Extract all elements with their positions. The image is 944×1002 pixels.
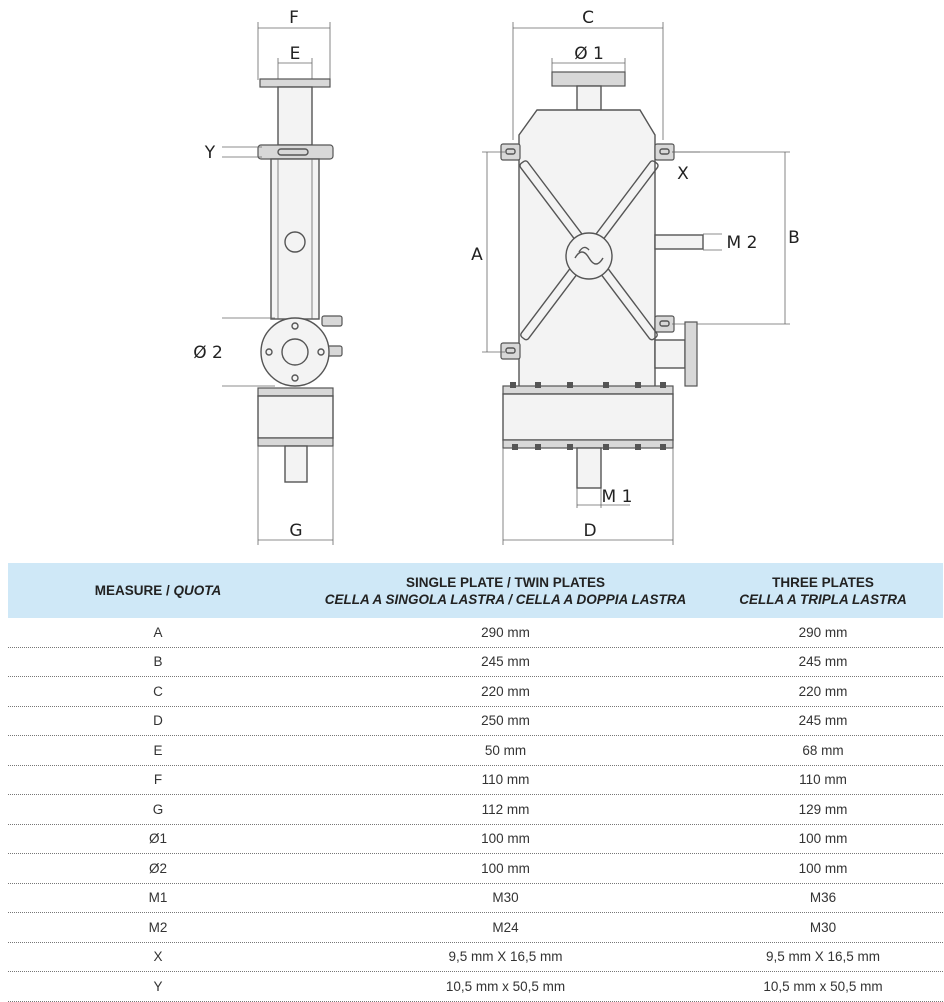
- cell-three: 245 mm: [798, 654, 848, 670]
- cell-single: 220 mm: [481, 683, 530, 699]
- label-m2: M 2: [726, 233, 758, 253]
- cell-measure: A: [153, 624, 163, 640]
- cell-three: 245 mm: [798, 713, 848, 729]
- header-three-en: THREE PLATES: [772, 574, 874, 590]
- header-measure: [8, 582, 308, 599]
- cell-single: 10,5 mm x 50,5 mm: [445, 978, 566, 994]
- header-single-twin-it: CELLA A SINGOLA LASTRA / CELLA A DOPPIA LASTRA: [324, 591, 687, 607]
- table-body: [8, 618, 943, 1002]
- label-f: F: [289, 8, 299, 28]
- cell-single: 100 mm: [481, 831, 530, 847]
- label-x: X: [677, 164, 689, 184]
- cell-single: M24: [492, 919, 519, 935]
- table-row: [8, 648, 943, 678]
- cell-three: 220 mm: [798, 683, 848, 699]
- header-measure-italic: QUOTA: [173, 583, 222, 598]
- header-three-plates: [703, 574, 943, 608]
- label-a: A: [471, 245, 483, 265]
- cell-three: M30: [809, 919, 837, 935]
- cell-three: 100 mm: [798, 831, 848, 847]
- table-row: [8, 854, 943, 884]
- cell-measure: G: [152, 801, 164, 817]
- label-diameter-2: Ø 2: [193, 343, 223, 363]
- cell-three: 9,5 mm X 16,5 mm: [765, 949, 881, 965]
- table-row: [8, 707, 943, 737]
- table-row: [8, 884, 943, 914]
- cell-measure: C: [153, 683, 163, 699]
- label-y: Y: [204, 143, 216, 163]
- cell-three: M36: [809, 890, 837, 906]
- cell-measure: E: [153, 742, 163, 758]
- cell-three: 68 mm: [802, 742, 844, 758]
- cell-measure: X: [153, 949, 163, 965]
- label-g: G: [289, 521, 303, 541]
- cell-single: 110 mm: [481, 772, 530, 788]
- cell-measure: Y: [153, 978, 163, 994]
- label-e: E: [289, 44, 301, 64]
- front-view: [471, 8, 800, 545]
- header-single-twin: [308, 574, 703, 608]
- cell-three: 290 mm: [798, 624, 848, 640]
- cell-measure: B: [153, 654, 163, 670]
- label-diameter-1: Ø 1: [574, 44, 604, 64]
- cell-measure: Ø1: [148, 831, 167, 847]
- cell-measure: F: [153, 772, 163, 788]
- label-m1: M 1: [601, 487, 633, 507]
- table-row: [8, 825, 943, 855]
- cell-single: 9,5 mm X 16,5 mm: [448, 949, 563, 965]
- label-c: C: [582, 8, 594, 28]
- header-three-it: CELLA A TRIPLA LASTRA: [739, 591, 907, 607]
- cell-measure: D: [153, 713, 163, 729]
- cell-three: 100 mm: [798, 860, 848, 876]
- label-d: D: [583, 521, 597, 541]
- header-single-twin-en: SINGLE PLATE / TWIN PLATES: [406, 574, 605, 590]
- dimensions-table: [8, 563, 943, 1002]
- cell-three: 10,5 mm x 50,5 mm: [763, 978, 883, 994]
- cell-single: 290 mm: [481, 624, 530, 640]
- table-row: [8, 913, 943, 943]
- cell-measure: M2: [148, 919, 168, 935]
- table-row: [8, 618, 943, 648]
- cell-single: 100 mm: [481, 860, 530, 876]
- table-row: [8, 795, 943, 825]
- cell-single: 112 mm: [481, 801, 530, 817]
- side-view: [193, 8, 342, 545]
- cell-single: 50 mm: [484, 742, 527, 758]
- table-row: [8, 943, 943, 973]
- cell-three: 129 mm: [798, 801, 848, 817]
- table-row: [8, 972, 943, 1002]
- header-measure-text: MEASURE /: [94, 583, 174, 598]
- cell-three: 110 mm: [799, 772, 847, 788]
- table-row: [8, 766, 943, 796]
- cell-measure: M1: [148, 890, 168, 906]
- table-header: [8, 563, 943, 618]
- cell-measure: Ø2: [148, 860, 167, 876]
- table-row: [8, 677, 943, 707]
- cell-single: 245 mm: [481, 654, 530, 670]
- table-row: [8, 736, 943, 766]
- cell-single: 250 mm: [481, 713, 530, 729]
- cell-single: M30: [492, 890, 519, 906]
- label-b: B: [788, 228, 800, 248]
